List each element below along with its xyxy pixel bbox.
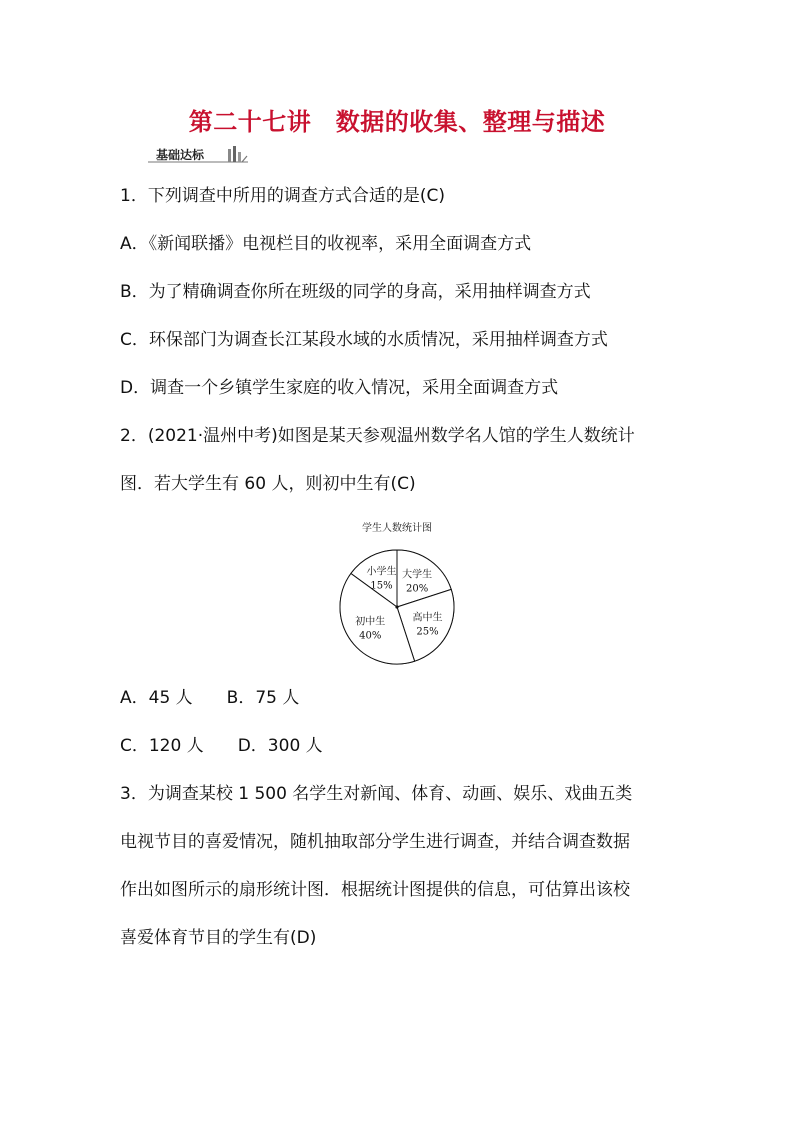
pie-slice-label-1: 大学生 [402, 569, 433, 581]
pie-slice-label-3: 初中生 [355, 616, 386, 628]
pie-slice-value-3: 40% [359, 630, 382, 642]
pie-chart [330, 516, 464, 666]
pie-slice-label-2: 高中生 [412, 612, 443, 624]
question-3-stem-line-3: 作出如图所示的扇形统计图．根据统计图提供的信息，可估算出该校 [120, 880, 630, 900]
chart-title: 学生人数统计图 [362, 523, 432, 534]
page-title [0, 102, 794, 137]
pie-chart-svg [330, 516, 464, 666]
question-1-stem: 1．下列调查中所用的调查方式合适的是(C) [120, 186, 445, 206]
pie-slice-value-1: 20% [405, 583, 429, 595]
page-title-text: 第二十七讲 数据的收集、整理与描述 [188, 108, 606, 136]
pie-center-dot [395, 605, 398, 608]
pie-slice-value-0: 15% [370, 580, 393, 592]
question-3-stem-line-2: 电视节目的喜爱情况，随机抽取部分学生进行调查，并结合调查数据 [120, 832, 630, 852]
question-1-option-a: A．《新闻联播》电视栏目的收视率，采用全面调查方式 [120, 234, 532, 254]
section-label: 基础达标 [156, 148, 205, 162]
question-1-option-d: D．调查一个乡镇学生家庭的收入情况，采用全面调查方式 [120, 378, 559, 398]
section-badge [148, 144, 250, 164]
question-3-stem-line-4: 喜爱体育节目的学生有(D) [120, 928, 317, 948]
question-3-stem-line-1: 3．为调查某校 1 500 名学生对新闻、体育、动画、娱乐、戏曲五类 [120, 784, 633, 804]
question-1-option-b: B．为了精确调查你所在班级的同学的身高，采用抽样调查方式 [120, 282, 591, 302]
question-2-stem-line-2: 图．若大学生有 60 人，则初中生有(C) [120, 474, 416, 494]
question-2-options-line-2: C．120 人 D．300 人 [120, 736, 323, 756]
pie-slice-value-2: 25% [416, 626, 439, 638]
question-2-stem-line-1: 2．(2021·温州中考)如图是某天参观温州数学名人馆的学生人数统计 [120, 426, 635, 446]
question-2-options-line-1: A．45 人 B．75 人 [120, 688, 300, 708]
question-1-option-c: C．环保部门为调查长江某段水域的水质情况，采用抽样调查方式 [120, 330, 608, 350]
pie-slice-label-0: 小学生 [366, 566, 397, 578]
